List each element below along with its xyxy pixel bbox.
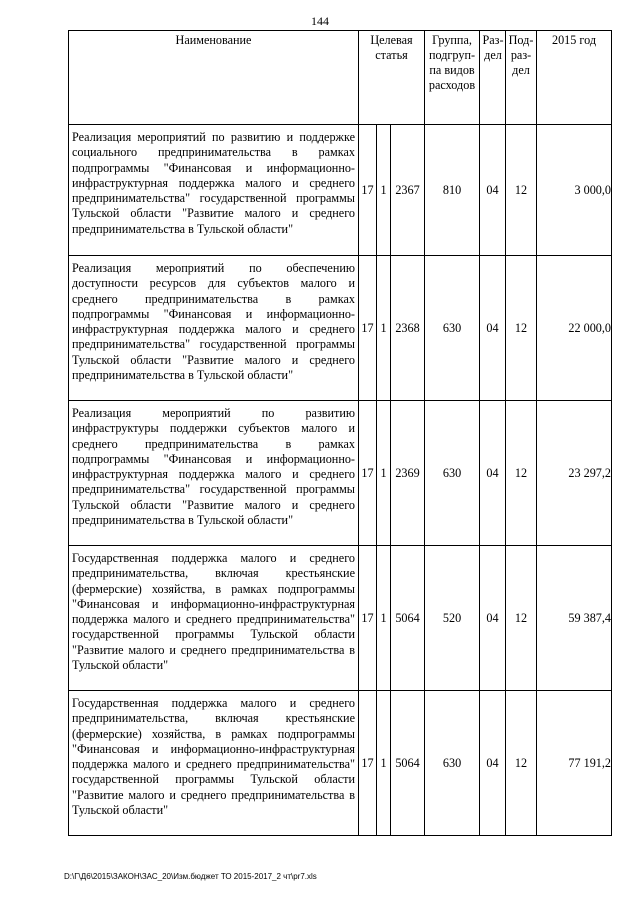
row-section: 04 xyxy=(480,256,506,401)
row-name: Реализация мероприятий по развитию и поддержке социального предпринимательства в рамках подпрограммы "Финансовая и информационно-инфраструктурная поддержка малого и среднего предпринимательства" государственной программы Тульской области "Развитие малого и среднего предпринимательства в Тульской области" xyxy=(69,125,359,256)
row-section: 04 xyxy=(480,125,506,256)
row-section: 04 xyxy=(480,546,506,691)
header-subsection: Под-раз-дел xyxy=(506,31,537,125)
row-name: Реализация мероприятий по обеспечению доступности ресурсов для субъектов малого и среднего предпринимательства в рамках подпрограммы "Финансовая и информационно-инфраструктурная поддержка малого и среднего предпринимательства" государственной программы Тульской области "Развитие малого и среднего предпринимательства в Тульской области" xyxy=(69,256,359,401)
row-name: Государственная поддержка малого и среднего предпринимательства, включая крестьянские (фермерские) хозяйства, в рамках подпрограммы "Финансовая и информационно-инфраструктурная поддержка малого и среднего предпринимательства" государственной программы Тульской области "Развитие малого и среднего предпринимательства в Тульской области" xyxy=(69,691,359,836)
row-article-part3: 2368 xyxy=(391,256,425,401)
header-name: Наименование xyxy=(69,31,359,125)
row-article-part3: 2369 xyxy=(391,401,425,546)
row-subsection: 12 xyxy=(506,691,537,836)
row-article-part3: 2367 xyxy=(391,125,425,256)
row-article-part1: 17 xyxy=(359,546,377,691)
table-row xyxy=(69,546,612,691)
row-article-part1: 17 xyxy=(359,256,377,401)
row-section: 04 xyxy=(480,691,506,836)
row-subsection: 12 xyxy=(506,401,537,546)
row-amount: 23 297,2 xyxy=(537,401,612,546)
row-expense-group: 630 xyxy=(425,691,480,836)
row-amount: 59 387,4 xyxy=(537,546,612,691)
table-row xyxy=(69,401,612,546)
header-year-2015: 2015 год xyxy=(537,31,612,125)
row-article-part2: 1 xyxy=(377,546,391,691)
row-subsection: 12 xyxy=(506,256,537,401)
row-name: Реализация мероприятий по развитию инфраструктуры поддержки субъектов малого и среднего предпринимательства в рамках подпрограммы "Финансовая и информационно-инфраструктурная поддержка малого и среднего предпринимательства" государственной программы Тульской области "Развитие малого и среднего предпринимательства в Тульской области" xyxy=(69,401,359,546)
table-header-row xyxy=(69,31,612,125)
row-article-part3: 5064 xyxy=(391,546,425,691)
table-row xyxy=(69,256,612,401)
row-amount: 77 191,2 xyxy=(537,691,612,836)
table-row xyxy=(69,125,612,256)
row-article-part1: 17 xyxy=(359,691,377,836)
row-amount: 3 000,0 xyxy=(537,125,612,256)
row-article-part2: 1 xyxy=(377,691,391,836)
row-article-part2: 1 xyxy=(377,125,391,256)
budget-table xyxy=(68,30,612,836)
row-article-part3: 5064 xyxy=(391,691,425,836)
row-expense-group: 810 xyxy=(425,125,480,256)
row-expense-group: 630 xyxy=(425,256,480,401)
row-subsection: 12 xyxy=(506,546,537,691)
row-subsection: 12 xyxy=(506,125,537,256)
header-expense-group: Группа, подгруп-па видов расходов xyxy=(425,31,480,125)
header-section: Раз-дел xyxy=(480,31,506,125)
row-section: 04 xyxy=(480,401,506,546)
row-amount: 22 000,0 xyxy=(537,256,612,401)
row-article-part2: 1 xyxy=(377,256,391,401)
header-target-article: Целевая статья xyxy=(359,31,425,125)
page-number: 144 xyxy=(311,14,329,28)
row-article-part1: 17 xyxy=(359,401,377,546)
row-name: Государственная поддержка малого и среднего предпринимательства, включая крестьянские (фермерские) хозяйства, в рамках подпрограммы "Финансовая и информационно-инфраструктурная поддержка малого и среднего предпринимательства" государственной программы Тульской области "Развитие малого и среднего предпринимательства в Тульской области" xyxy=(69,546,359,691)
footer-file-path: D:\Г\Д6\2015\ЗАКОН\ЗАС_20\Изм.бюджет ТО 2015-2017_2 чт\pr7.xls xyxy=(64,872,317,881)
row-expense-group: 520 xyxy=(425,546,480,691)
row-article-part1: 17 xyxy=(359,125,377,256)
row-article-part2: 1 xyxy=(377,401,391,546)
table-row xyxy=(69,691,612,836)
row-expense-group: 630 xyxy=(425,401,480,546)
